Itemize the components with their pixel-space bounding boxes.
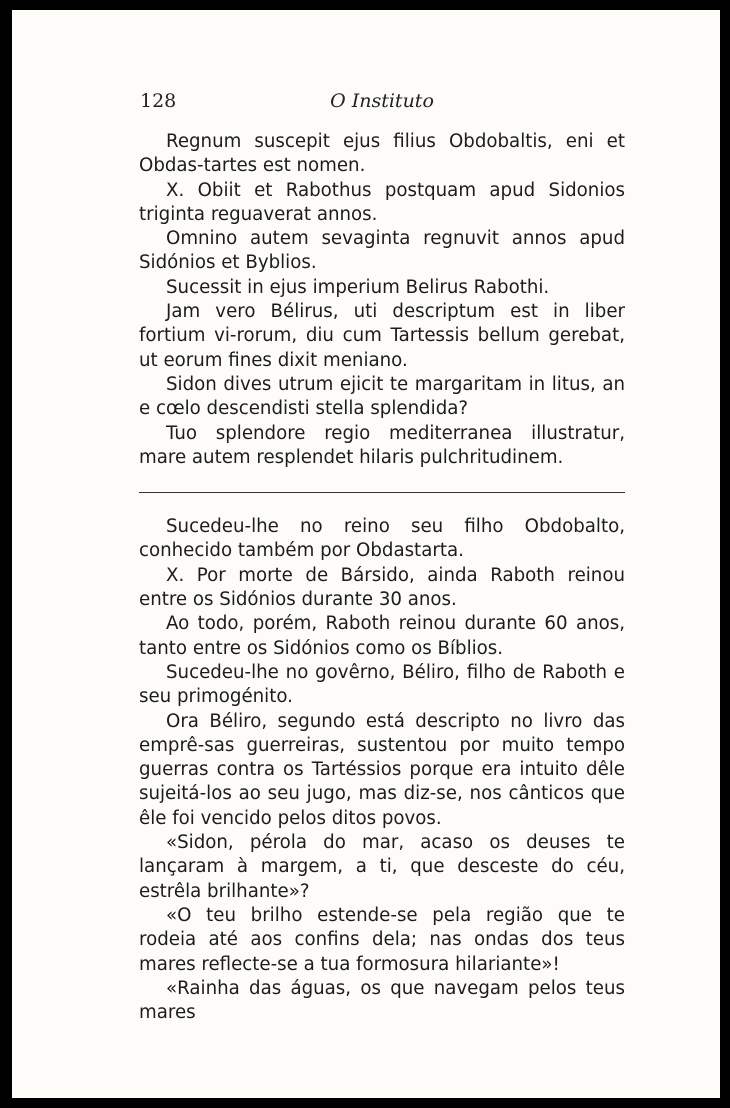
portuguese-paragraph: «Sidon, pérola do mar, acaso os deuses te lançaram à margem, a ti, que desceste do céu, estrêla brilhante»?: [139, 832, 625, 902]
page-number: 128: [140, 90, 177, 112]
latin-paragraph: Tuo splendore regio mediterranea illustratur, mare autem resplendet hilaris pulchritudinem.: [139, 422, 625, 468]
running-title: O Instituto: [330, 90, 434, 112]
portuguese-paragraph: Ora Béliro, segundo está descripto no livro das emprê-sas guerreiras, sustentou por muito tempo guerras contra os Tartéssios porque era intuito dêle sujeitá-los ao seu jugo, mas diz-se, nos cânticos que êle foi vencido pelos ditos povos.: [139, 710, 625, 829]
latin-text-block: [139, 130, 625, 470]
section-divider: [139, 492, 625, 493]
latin-paragraph: X. Obiit et Rabothus postquam apud Sidonios triginta reguaverat annos.: [139, 179, 625, 225]
latin-paragraph: Regnum suscepit ejus filius Obdobaltis, eni et Obdas-tartes est nomen.: [139, 131, 625, 177]
latin-paragraph: Sidon dives utrum ejicit te margaritam in litus, an e cœlo descendisti stella splendida?: [139, 373, 625, 420]
portuguese-paragraph: X. Por morte de Bársido, ainda Raboth reinou entre os Sidónios durante 30 anos.: [139, 564, 625, 611]
latin-paragraph: Sucessit in ejus imperium Belirus Rabothi.: [166, 276, 550, 298]
book-page: [12, 10, 720, 1098]
portuguese-text-block: [139, 515, 625, 1025]
latin-paragraph: Omnino autem sevaginta regnuvit annos apud Sidónios et Byblios.: [139, 228, 625, 274]
page-header: [140, 90, 624, 118]
portuguese-paragraph: Sucedeu-lhe no govêrno, Béliro, filho de Raboth e seu primogénito.: [139, 661, 625, 708]
portuguese-paragraph: Ao todo, porém, Raboth reinou durante 60 anos, tanto entre os Sidónios como os Bíblios.: [139, 613, 625, 659]
page-body: [139, 130, 625, 1025]
portuguese-paragraph: «O teu brilho estende-se pela região que te rodeia até aos confins dela; nas ondas dos teus mares reflecte-se a tua formosura hilariante»!: [139, 904, 625, 975]
portuguese-paragraph: «Rainha das águas, os que navegam pelos teus mares: [139, 977, 625, 1024]
latin-paragraph: Jam vero Bélirus, uti descriptum est in liber fortium vi-rorum, diu cum Tartessis bellum gerebat, ut eorum fines dixit meniano.: [139, 301, 625, 371]
portuguese-paragraph: Sucedeu-lhe no reino seu filho Obdobalto, conhecido também por Obdastarta.: [139, 516, 625, 562]
